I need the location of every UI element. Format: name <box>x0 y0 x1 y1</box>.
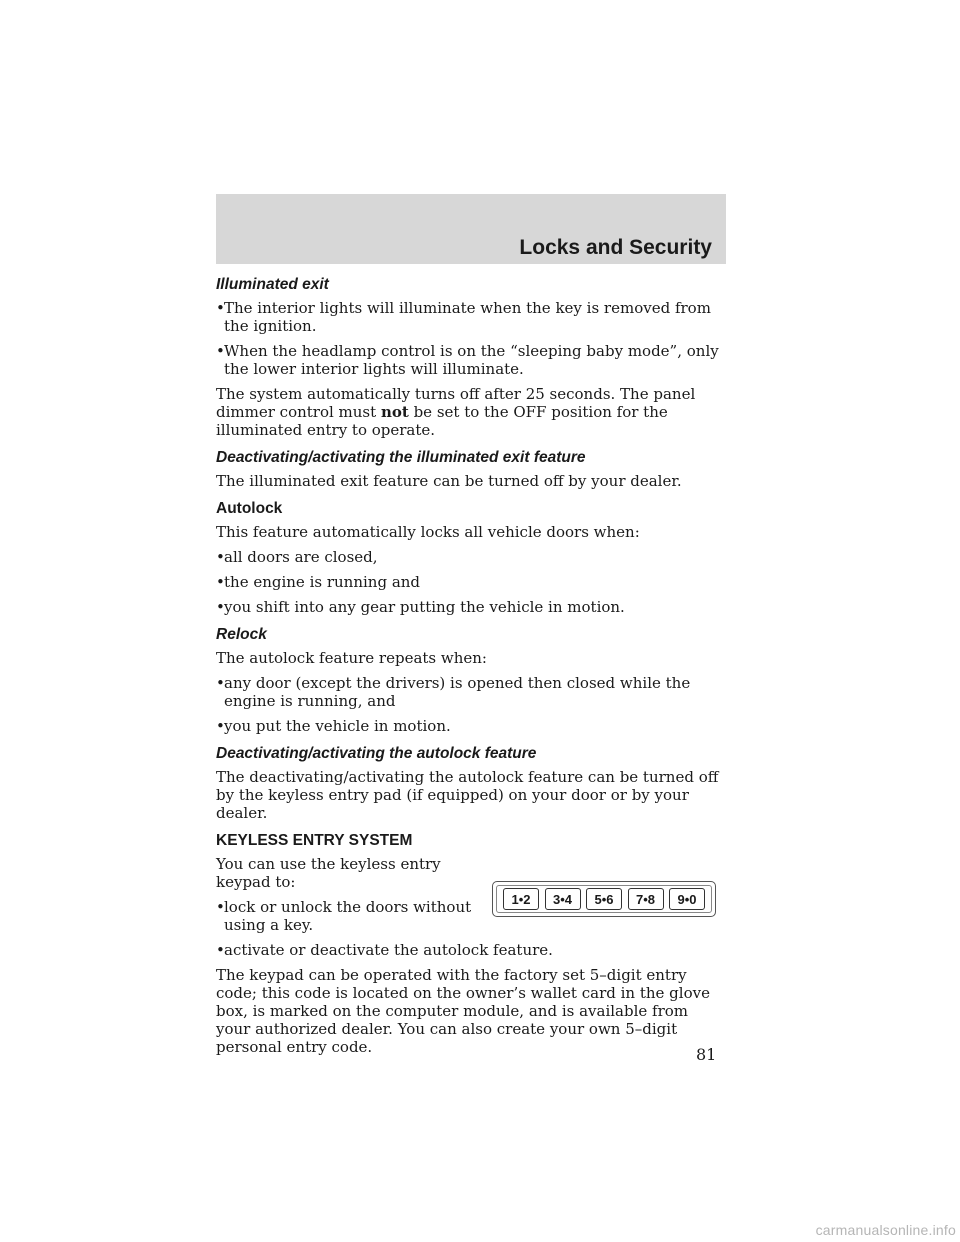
relock-intro: The autolock feature repeats when: <box>216 649 487 667</box>
keypad-key: 5•6 <box>586 888 622 910</box>
heading-deactivate-exit: Deactivating/activating the illuminated exit feature <box>216 449 586 466</box>
keypad-illustration <box>492 881 716 917</box>
bullet-icon: • <box>216 598 225 616</box>
list-item: • you put the vehicle in motion. <box>216 717 451 735</box>
bullet-icon: • <box>216 674 225 692</box>
page-content <box>216 276 721 1063</box>
bullet-icon: • <box>216 898 225 916</box>
deactivate-autolock-text: The deactivating/activating the autolock feature can be turned off by the keyless entry pad (if equipped) on your door or by your dealer. <box>216 768 719 822</box>
list-item: • activate or deactivate the autolock feature. <box>216 941 553 959</box>
page-number: 81 <box>696 1045 717 1064</box>
bullet-icon: • <box>216 299 225 317</box>
list-item: • you shift into any gear putting the vehicle in motion. <box>216 598 625 616</box>
bullet-icon: • <box>216 941 225 959</box>
autolock-intro: This feature automatically locks all vehicle doors when: <box>216 523 640 541</box>
bullet-icon: • <box>216 573 225 591</box>
keyless-section <box>216 855 721 934</box>
illuminated-exit-paragraph: The system automatically turns off after 25 seconds. The panel dimmer control must not be set to the OFF position for the illuminated entry to operate. <box>216 385 696 439</box>
list-item: • lock or unlock the doors without using a key. <box>216 898 472 934</box>
deactivate-exit-text: The illuminated exit feature can be turned off by your dealer. <box>216 472 682 490</box>
list-item: • When the headlamp control is on the “sleeping baby mode”, only the lower interior lights will illuminate. <box>216 342 719 378</box>
list-item: • any door (except the drivers) is opened then closed while the engine is running, and <box>216 674 691 710</box>
keypad-key: 9•0 <box>669 888 705 910</box>
bullet-icon: • <box>216 342 225 360</box>
list-item: • the engine is running and <box>216 573 421 591</box>
bullet-icon: • <box>216 548 225 566</box>
keypad-key: 3•4 <box>545 888 581 910</box>
keyless-intro: You can use the keyless entry keypad to: <box>216 855 441 891</box>
keyless-closing: The keypad can be operated with the factory set 5–digit entry code; this code is located on the owner’s wallet card in the glove box, is marked on the computer module, and is available from your authorized dealer. You can also create your own 5–digit personal entry code. <box>216 966 710 1056</box>
header-band <box>216 194 726 264</box>
keypad-key: 7•8 <box>628 888 664 910</box>
list-item: • all doors are closed, <box>216 548 378 566</box>
heading-illuminated-exit: Illuminated exit <box>216 276 329 293</box>
heading-relock: Relock <box>216 626 267 643</box>
heading-autolock: Autolock <box>216 500 283 517</box>
heading-keyless-entry: KEYLESS ENTRY SYSTEM <box>216 832 413 849</box>
bullet-icon: • <box>216 717 225 735</box>
keypad-key: 1•2 <box>503 888 539 910</box>
list-item: • The interior lights will illuminate when the key is removed from the ignition. <box>216 299 711 335</box>
watermark: carmanualsonline.info <box>815 1222 956 1238</box>
heading-deactivate-autolock: Deactivating/activating the autolock feature <box>216 745 537 762</box>
section-title: Locks and Security <box>519 236 712 259</box>
